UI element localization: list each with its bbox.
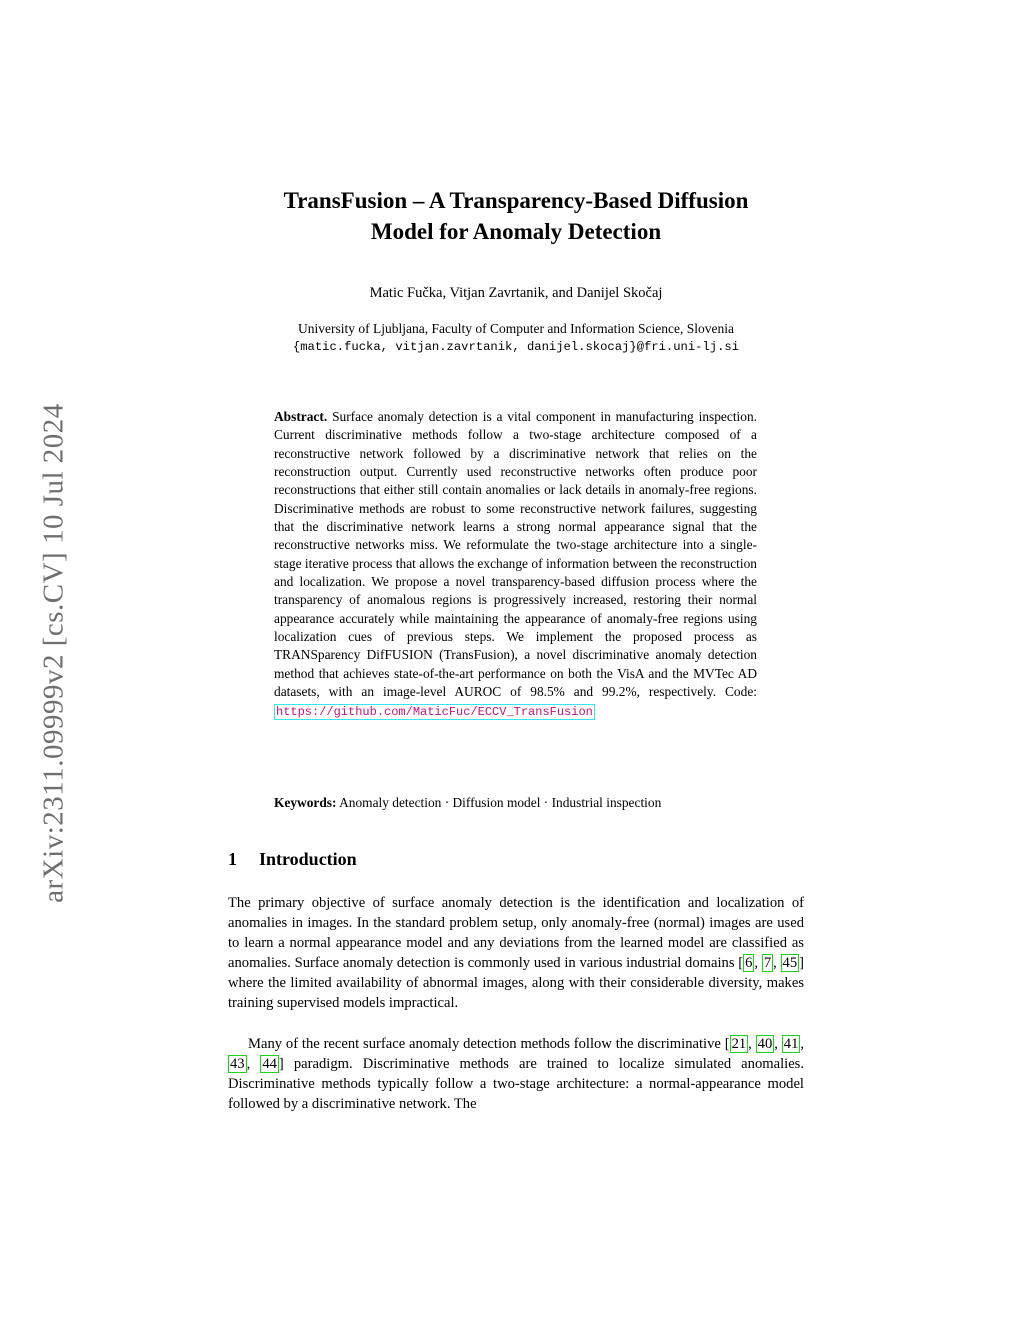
abstract-label: Abstract. xyxy=(274,409,328,424)
section-heading xyxy=(228,849,357,870)
citation-link[interactable]: 7 xyxy=(763,955,772,972)
intro-paragraph-1: The primary objective of surface anomaly detection is the identification and localization of anomalies in images. In the standard problem setup, only anomaly-free (normal) images are used to learn a normal appearance model and any deviations from the learned model are classified as anomalies. Surface anomaly detection is commonly used in various industrial domains [ 6 , 7 , 45 ] where the limited availability of abnormal images, along with their considerable diversity, makes training supervised models impractical. xyxy=(228,895,804,1012)
abstract-text: Surface anomaly detection is a vital component in manufacturing inspection. Current discriminative methods follow a two-stage architecture composed of a reconstructive network followed by a discriminative network that relies on the reconstruction output. Currently used reconstructive networks often produce poor reconstructions that either still contain anomalies or lack details in anomaly-free regions. Discriminative methods are robust to some reconstructive network failures, suggesting that the discriminative network learns a strong normal appearance signal that the reconstructive networks miss. We reformulate the two-stage architecture into a single-stage iterative process that allows the exchange of information between the reconstruction and localization. We propose a novel transparency-based diffusion process where the transparency of anomalous regions is progressively increased, restoring their normal appearance accurately while maintaining the appearance of anomaly-free regions using localization cues of previous steps. We implement the proposed process as TRANSparency DifFUSION (TransFusion), a novel discriminative anomaly detection method that achieves state-of-the-art performance on both the VisA and the MVTec AD datasets, with an image-level AUROC of 98.5% and 99.2%, respectively. Code: xyxy=(274,409,757,700)
authors: Matic Fučka, Vitjan Zavrtanik, and Danijel Skočaj xyxy=(369,285,663,301)
intro-paragraph-2: Many of the recent surface anomaly detection methods follow the discriminative [ 21 , 40 , 41 , 43 , 44 ] paradigm. Discriminative methods are trained to localize simulated anomalies. Discriminative methods typically follow a two-stage architecture: a normal-appearance model followed by a discriminative network. The xyxy=(228,1036,805,1113)
code-link[interactable]: https://github.com/MaticFuc/ECCV_TransFusion xyxy=(276,704,593,719)
paragraph-text-continued: paradigm. Discriminative methods are trained to localize simulated anomalies. Discriminative methods typically follow a two-stage architecture: a normal-appearance model followed by a discriminative network. The xyxy=(228,1056,805,1113)
citation-link[interactable]: 21 xyxy=(731,1036,747,1052)
keywords xyxy=(274,795,757,811)
author-emails: {matic.fucka, vitjan.zavrtanik, danijel.skocaj}@fri.uni-lj.si xyxy=(292,340,740,354)
citation-link[interactable]: 44 xyxy=(262,1056,277,1073)
section-title: Introduction xyxy=(259,849,357,869)
keywords-label: Keywords: xyxy=(274,795,337,810)
title-line-2: Model for Anomaly Detection xyxy=(370,219,662,244)
citation-link[interactable]: 41 xyxy=(783,1036,799,1052)
arxiv-identifier: arXiv:2311.09999v2 [cs.CV] 10 Jul 2024 xyxy=(37,403,70,903)
arxiv-sidebar xyxy=(28,365,78,938)
citation-link[interactable]: 43 xyxy=(230,1056,245,1073)
paragraph-text: The primary objective of surface anomaly detection is the identification and localization of anomalies in images. In the standard problem setup, only anomaly-free (normal) images are used to learn a normal appearance model and any deviations from the learned model are classified as anomalies. Surface anomaly detection is commonly used in various industrial domains xyxy=(228,895,804,972)
paragraph-text: Many of the recent surface anomaly detection methods follow the discriminative xyxy=(248,1036,721,1052)
citation-link[interactable]: 45 xyxy=(782,955,798,972)
citation-link[interactable]: 40 xyxy=(757,1036,773,1052)
section-number: 1 xyxy=(228,849,237,869)
citation-link[interactable]: 6 xyxy=(745,955,753,972)
paragraph-text-continued: where the limited availability of abnormal images, along with their considerable diversity, makes training supervised models impractical. xyxy=(228,975,804,1012)
abstract xyxy=(274,408,757,721)
affiliation-block xyxy=(228,320,804,356)
paper-title xyxy=(228,185,804,247)
affiliation: University of Ljubljana, Faculty of Computer and Information Science, Slovenia xyxy=(297,321,735,336)
title-line-1: TransFusion – A Transparency-Based Diffusion xyxy=(283,188,749,213)
keywords-text: Anomaly detection · Diffusion model · Industrial inspection xyxy=(339,795,662,810)
